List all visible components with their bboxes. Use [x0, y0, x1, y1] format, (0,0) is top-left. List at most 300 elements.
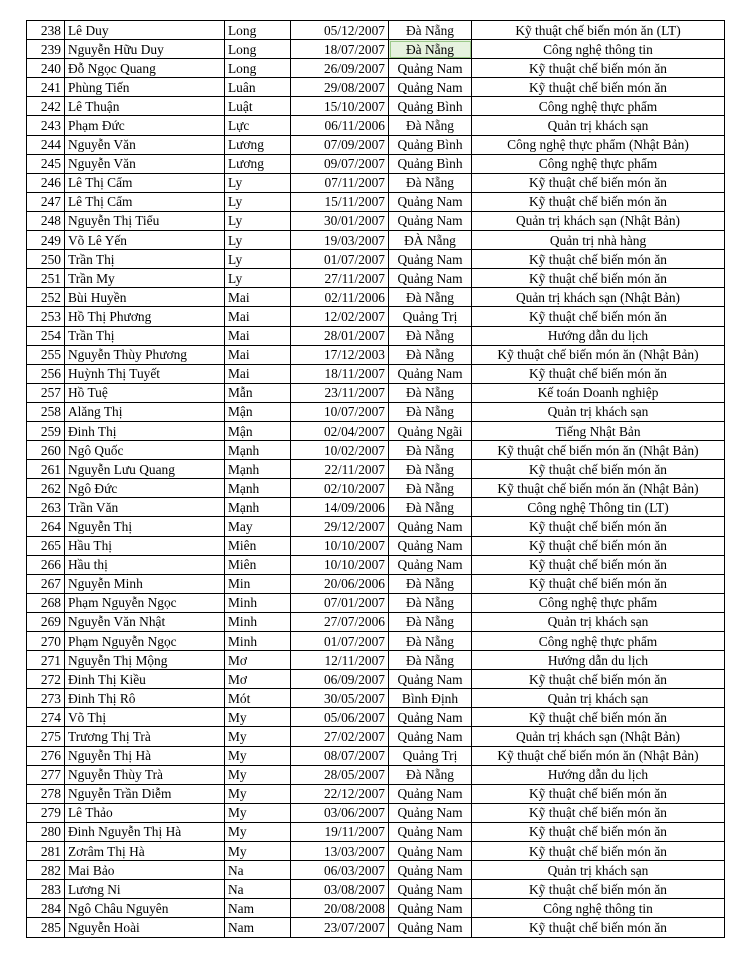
given-name-cell[interactable]: Mận: [225, 402, 291, 421]
birth-date-cell[interactable]: 10/10/2007: [291, 536, 389, 555]
province-cell[interactable]: Quảng Nam: [389, 78, 472, 97]
birth-date-cell[interactable]: 15/10/2007: [291, 97, 389, 116]
surname-cell[interactable]: Lê Duy: [65, 21, 225, 40]
surname-cell[interactable]: Alăng Thị: [65, 402, 225, 421]
major-cell[interactable]: Công nghệ thông tin: [472, 40, 725, 59]
given-name-cell[interactable]: My: [225, 803, 291, 822]
major-cell[interactable]: Công nghệ thực phẩm (Nhật Bản): [472, 135, 725, 154]
province-cell[interactable]: Đà Nẵng: [389, 574, 472, 593]
birth-date-cell[interactable]: 06/11/2006: [291, 116, 389, 135]
given-name-cell[interactable]: Mận: [225, 421, 291, 440]
table-row: [27, 555, 725, 574]
given-name-cell[interactable]: Ly: [225, 192, 291, 211]
row-number-cell[interactable]: 243: [27, 116, 65, 135]
birth-date-cell[interactable]: 18/07/2007: [291, 40, 389, 59]
given-name-cell[interactable]: My: [225, 746, 291, 765]
given-name-cell[interactable]: My: [225, 708, 291, 727]
given-name-cell[interactable]: Ly: [225, 211, 291, 230]
province-cell[interactable]: Quảng Nam: [389, 708, 472, 727]
province-cell[interactable]: Quảng Nam: [389, 364, 472, 383]
surname-cell[interactable]: Nguyễn Minh: [65, 574, 225, 593]
row-number-cell[interactable]: 260: [27, 441, 65, 460]
given-name-cell[interactable]: Mạnh: [225, 441, 291, 460]
province-cell[interactable]: ĐÀ Nẵng: [389, 231, 472, 250]
given-name-cell[interactable]: Mẫn: [225, 383, 291, 402]
given-name-cell[interactable]: Long: [225, 59, 291, 78]
row-number-cell[interactable]: 246: [27, 173, 65, 192]
row-number-cell[interactable]: 275: [27, 727, 65, 746]
province-cell[interactable]: Quảng Nam: [389, 803, 472, 822]
surname-cell[interactable]: Ngô Đức: [65, 479, 225, 498]
major-cell[interactable]: Kế toán Doanh nghiệp: [472, 383, 725, 402]
major-cell[interactable]: Quản trị khách sạn: [472, 402, 725, 421]
province-cell[interactable]: Quảng Nam: [389, 211, 472, 230]
given-name-cell[interactable]: Miên: [225, 536, 291, 555]
given-name-cell[interactable]: Mơ: [225, 651, 291, 670]
birth-date-cell[interactable]: 22/11/2007: [291, 460, 389, 479]
birth-date-cell[interactable]: 13/03/2007: [291, 842, 389, 861]
given-name-cell[interactable]: Mót: [225, 689, 291, 708]
surname-cell[interactable]: Đinh Thị Kiều: [65, 670, 225, 689]
province-cell[interactable]: Quảng Nam: [389, 861, 472, 880]
birth-date-cell[interactable]: 29/12/2007: [291, 517, 389, 536]
birth-date-cell[interactable]: 26/09/2007: [291, 59, 389, 78]
province-cell[interactable]: Đà Nẵng: [389, 345, 472, 364]
surname-cell[interactable]: Võ Thị: [65, 708, 225, 727]
major-cell[interactable]: Quản trị khách sạn: [472, 612, 725, 631]
major-cell[interactable]: Quản trị khách sạn (Nhật Bản): [472, 727, 725, 746]
surname-cell[interactable]: Lê Thảo: [65, 803, 225, 822]
row-number-cell[interactable]: 263: [27, 498, 65, 517]
given-name-cell[interactable]: Ly: [225, 231, 291, 250]
major-cell[interactable]: Công nghệ thông tin: [472, 899, 725, 918]
birth-date-cell[interactable]: 06/09/2007: [291, 670, 389, 689]
surname-cell[interactable]: Hồ Thị Phương: [65, 307, 225, 326]
surname-cell[interactable]: Hồ Tuệ: [65, 383, 225, 402]
surname-cell[interactable]: Nguyễn Thùy Trà: [65, 765, 225, 784]
birth-date-cell[interactable]: 02/11/2006: [291, 288, 389, 307]
given-name-cell[interactable]: Mai: [225, 345, 291, 364]
table-row: [27, 173, 725, 192]
given-name-cell[interactable]: Mạnh: [225, 460, 291, 479]
major-cell[interactable]: Kỹ thuật chế biến món ăn: [472, 269, 725, 288]
row-number-cell[interactable]: 259: [27, 421, 65, 440]
surname-cell[interactable]: Lương Ni: [65, 880, 225, 899]
birth-date-cell[interactable]: 15/11/2007: [291, 192, 389, 211]
row-number-cell[interactable]: 264: [27, 517, 65, 536]
major-cell[interactable]: Kỹ thuật chế biến món ăn: [472, 803, 725, 822]
birth-date-cell[interactable]: 29/08/2007: [291, 78, 389, 97]
surname-cell[interactable]: Lê Thị Cẩm: [65, 173, 225, 192]
surname-cell[interactable]: Bùi Huyền: [65, 288, 225, 307]
given-name-cell[interactable]: Lương: [225, 154, 291, 173]
birth-date-cell[interactable]: 10/07/2007: [291, 402, 389, 421]
birth-date-cell[interactable]: 10/10/2007: [291, 555, 389, 574]
major-cell[interactable]: Quản trị nhà hàng: [472, 231, 725, 250]
province-cell[interactable]: Quảng Nam: [389, 918, 472, 937]
province-cell[interactable]: Bình Định: [389, 689, 472, 708]
row-number-cell[interactable]: 254: [27, 326, 65, 345]
given-name-cell[interactable]: My: [225, 727, 291, 746]
major-cell[interactable]: Kỹ thuật chế biến món ăn: [472, 574, 725, 593]
row-number-cell[interactable]: 256: [27, 364, 65, 383]
surname-cell[interactable]: Mai Bảo: [65, 861, 225, 880]
given-name-cell[interactable]: Lực: [225, 116, 291, 135]
row-number-cell[interactable]: 269: [27, 612, 65, 631]
province-cell[interactable]: Quảng Ngãi: [389, 421, 472, 440]
surname-cell[interactable]: Hầu Thị: [65, 536, 225, 555]
birth-date-cell[interactable]: 03/06/2007: [291, 803, 389, 822]
surname-cell[interactable]: Nguyễn Văn: [65, 154, 225, 173]
birth-date-cell[interactable]: 18/11/2007: [291, 364, 389, 383]
province-cell[interactable]: Quảng Bình: [389, 154, 472, 173]
row-number-cell[interactable]: 273: [27, 689, 65, 708]
birth-date-cell[interactable]: 19/11/2007: [291, 822, 389, 841]
major-cell[interactable]: Kỹ thuật chế biến món ăn: [472, 555, 725, 574]
given-name-cell[interactable]: Nam: [225, 899, 291, 918]
given-name-cell[interactable]: Long: [225, 21, 291, 40]
row-number-cell[interactable]: 265: [27, 536, 65, 555]
row-number-cell[interactable]: 245: [27, 154, 65, 173]
row-number-cell[interactable]: 249: [27, 231, 65, 250]
birth-date-cell[interactable]: 19/03/2007: [291, 231, 389, 250]
surname-cell[interactable]: Nguyễn Hữu Duy: [65, 40, 225, 59]
given-name-cell[interactable]: Mạnh: [225, 498, 291, 517]
row-number-cell[interactable]: 267: [27, 574, 65, 593]
province-cell[interactable]: Đà Nẵng: [389, 40, 472, 59]
row-number-cell[interactable]: 283: [27, 880, 65, 899]
major-cell[interactable]: Quản trị khách sạn (Nhật Bản): [472, 288, 725, 307]
row-number-cell[interactable]: 258: [27, 402, 65, 421]
province-cell[interactable]: Quảng Nam: [389, 517, 472, 536]
given-name-cell[interactable]: Na: [225, 861, 291, 880]
major-cell[interactable]: Hướng dẫn du lịch: [472, 326, 725, 345]
given-name-cell[interactable]: Min: [225, 574, 291, 593]
birth-date-cell[interactable]: 07/09/2007: [291, 135, 389, 154]
surname-cell[interactable]: Đinh Thị Rô: [65, 689, 225, 708]
province-cell[interactable]: Quảng Trị: [389, 307, 472, 326]
student-table: [26, 20, 725, 938]
row-number-cell[interactable]: 277: [27, 765, 65, 784]
row-number-cell[interactable]: 253: [27, 307, 65, 326]
birth-date-cell[interactable]: 07/11/2007: [291, 173, 389, 192]
surname-cell[interactable]: Đinh Nguyễn Thị Hà: [65, 822, 225, 841]
surname-cell[interactable]: Nguyễn Văn: [65, 135, 225, 154]
given-name-cell[interactable]: Minh: [225, 612, 291, 631]
province-cell[interactable]: Đà Nẵng: [389, 288, 472, 307]
surname-cell[interactable]: Nguyễn Trần Diễm: [65, 784, 225, 803]
major-cell[interactable]: Quản trị khách sạn (Nhật Bản): [472, 211, 725, 230]
province-cell[interactable]: Quảng Nam: [389, 784, 472, 803]
table-row: [27, 116, 725, 135]
birth-date-cell[interactable]: 23/11/2007: [291, 383, 389, 402]
row-number-cell[interactable]: 278: [27, 784, 65, 803]
given-name-cell[interactable]: Ly: [225, 269, 291, 288]
row-number-cell[interactable]: 244: [27, 135, 65, 154]
given-name-cell[interactable]: Minh: [225, 632, 291, 651]
province-cell[interactable]: Đà Nẵng: [389, 326, 472, 345]
given-name-cell[interactable]: May: [225, 517, 291, 536]
major-cell[interactable]: Công nghệ thực phẩm: [472, 593, 725, 612]
birth-date-cell[interactable]: 01/07/2007: [291, 250, 389, 269]
table-row: [27, 651, 725, 670]
birth-date-cell[interactable]: 12/11/2007: [291, 651, 389, 670]
province-cell[interactable]: Đà Nẵng: [389, 479, 472, 498]
row-number-cell[interactable]: 262: [27, 479, 65, 498]
major-cell[interactable]: Kỹ thuật chế biến món ăn: [472, 250, 725, 269]
major-cell[interactable]: Hướng dẫn du lịch: [472, 765, 725, 784]
birth-date-cell[interactable]: 02/04/2007: [291, 421, 389, 440]
province-cell[interactable]: Quảng Nam: [389, 269, 472, 288]
birth-date-cell[interactable]: 23/07/2007: [291, 918, 389, 937]
surname-cell[interactable]: Huỳnh Thị Tuyết: [65, 364, 225, 383]
given-name-cell[interactable]: My: [225, 784, 291, 803]
province-cell[interactable]: Đà Nẵng: [389, 632, 472, 651]
row-number-cell[interactable]: 248: [27, 211, 65, 230]
major-cell[interactable]: Kỹ thuật chế biến món ăn: [472, 173, 725, 192]
major-cell[interactable]: Hướng dẫn du lịch: [472, 651, 725, 670]
surname-cell[interactable]: Trần Thị: [65, 326, 225, 345]
row-number-cell[interactable]: 239: [27, 40, 65, 59]
birth-date-cell[interactable]: 08/07/2007: [291, 746, 389, 765]
row-number-cell[interactable]: 274: [27, 708, 65, 727]
given-name-cell[interactable]: Luật: [225, 97, 291, 116]
province-cell[interactable]: Đà Nẵng: [389, 116, 472, 135]
surname-cell[interactable]: Hầu thị: [65, 555, 225, 574]
surname-cell[interactable]: Nguyễn Thùy Phương: [65, 345, 225, 364]
given-name-cell[interactable]: Mai: [225, 326, 291, 345]
birth-date-cell[interactable]: 01/07/2007: [291, 632, 389, 651]
row-number-cell[interactable]: 268: [27, 593, 65, 612]
major-cell[interactable]: Kỹ thuật chế biến món ăn: [472, 670, 725, 689]
row-number-cell[interactable]: 272: [27, 670, 65, 689]
major-cell[interactable]: Quản trị khách sạn: [472, 861, 725, 880]
birth-date-cell[interactable]: 20/06/2006: [291, 574, 389, 593]
province-cell[interactable]: Đà Nẵng: [389, 441, 472, 460]
given-name-cell[interactable]: My: [225, 822, 291, 841]
major-cell[interactable]: Kỹ thuật chế biến món ăn (Nhật Bản): [472, 746, 725, 765]
major-cell[interactable]: Kỹ thuật chế biến món ăn (Nhật Bản): [472, 479, 725, 498]
row-number-cell[interactable]: 279: [27, 803, 65, 822]
province-cell[interactable]: Đà Nẵng: [389, 612, 472, 631]
major-cell[interactable]: Công nghệ thực phẩm: [472, 97, 725, 116]
birth-date-cell[interactable]: 10/02/2007: [291, 441, 389, 460]
major-cell[interactable]: Công nghệ Thông tin (LT): [472, 498, 725, 517]
given-name-cell[interactable]: Mạnh: [225, 479, 291, 498]
major-cell[interactable]: Quản trị khách sạn: [472, 689, 725, 708]
province-cell[interactable]: Đà Nẵng: [389, 173, 472, 192]
table-row: [27, 479, 725, 498]
row-number-cell[interactable]: 257: [27, 383, 65, 402]
province-cell[interactable]: Quảng Nam: [389, 59, 472, 78]
row-number-cell[interactable]: 271: [27, 651, 65, 670]
province-cell[interactable]: Quảng Nam: [389, 670, 472, 689]
surname-cell[interactable]: Phạm Nguyễn Ngọc: [65, 632, 225, 651]
row-number-cell[interactable]: 276: [27, 746, 65, 765]
major-cell[interactable]: Kỹ thuật chế biến món ăn: [472, 59, 725, 78]
table-row: [27, 593, 725, 612]
birth-date-cell[interactable]: 05/12/2007: [291, 21, 389, 40]
surname-cell[interactable]: Nguyễn Thị Hà: [65, 746, 225, 765]
major-cell[interactable]: Công nghệ thực phẩm: [472, 632, 725, 651]
surname-cell[interactable]: Đinh Thị: [65, 421, 225, 440]
birth-date-cell[interactable]: 27/11/2007: [291, 269, 389, 288]
surname-cell[interactable]: Nguyễn Thị: [65, 517, 225, 536]
surname-cell[interactable]: Lê Thị Cẩm: [65, 192, 225, 211]
given-name-cell[interactable]: Mơ: [225, 670, 291, 689]
birth-date-cell[interactable]: 09/07/2007: [291, 154, 389, 173]
given-name-cell[interactable]: Mai: [225, 307, 291, 326]
birth-date-cell[interactable]: 14/09/2006: [291, 498, 389, 517]
row-number-cell[interactable]: 282: [27, 861, 65, 880]
given-name-cell[interactable]: Mai: [225, 288, 291, 307]
surname-cell[interactable]: Trần My: [65, 269, 225, 288]
given-name-cell[interactable]: Luân: [225, 78, 291, 97]
surname-cell[interactable]: Võ Lê Yến: [65, 231, 225, 250]
given-name-cell[interactable]: Mai: [225, 364, 291, 383]
birth-date-cell[interactable]: 30/05/2007: [291, 689, 389, 708]
birth-date-cell[interactable]: 17/12/2003: [291, 345, 389, 364]
birth-date-cell[interactable]: 20/08/2008: [291, 899, 389, 918]
birth-date-cell[interactable]: 28/05/2007: [291, 765, 389, 784]
given-name-cell[interactable]: Long: [225, 40, 291, 59]
surname-cell[interactable]: Trần Thị: [65, 250, 225, 269]
province-cell[interactable]: Đà Nẵng: [389, 21, 472, 40]
province-cell[interactable]: Quảng Nam: [389, 822, 472, 841]
birth-date-cell[interactable]: 28/01/2007: [291, 326, 389, 345]
major-cell[interactable]: Kỹ thuật chế biến món ăn: [472, 536, 725, 555]
province-cell[interactable]: Quảng Nam: [389, 555, 472, 574]
major-cell[interactable]: Công nghệ thực phẩm: [472, 154, 725, 173]
given-name-cell[interactable]: My: [225, 765, 291, 784]
surname-cell[interactable]: Nguyễn Lưu Quang: [65, 460, 225, 479]
table-row: [27, 880, 725, 899]
major-cell[interactable]: Kỹ thuật chế biến món ăn: [472, 460, 725, 479]
province-cell[interactable]: Đà Nẵng: [389, 383, 472, 402]
given-name-cell[interactable]: Lương: [225, 135, 291, 154]
row-number-cell[interactable]: 250: [27, 250, 65, 269]
surname-cell[interactable]: Nguyễn Hoài: [65, 918, 225, 937]
given-name-cell[interactable]: Minh: [225, 593, 291, 612]
surname-cell[interactable]: Nguyễn Văn Nhật: [65, 612, 225, 631]
birth-date-cell[interactable]: 12/02/2007: [291, 307, 389, 326]
row-number-cell[interactable]: 266: [27, 555, 65, 574]
province-cell[interactable]: Quảng Nam: [389, 727, 472, 746]
surname-cell[interactable]: Lê Thuận: [65, 97, 225, 116]
province-cell[interactable]: Đà Nẵng: [389, 651, 472, 670]
birth-date-cell[interactable]: 06/03/2007: [291, 861, 389, 880]
row-number-cell[interactable]: 247: [27, 192, 65, 211]
major-cell[interactable]: Quản trị khách sạn: [472, 116, 725, 135]
table-row: [27, 364, 725, 383]
row-number-cell[interactable]: 252: [27, 288, 65, 307]
surname-cell[interactable]: Zơrâm Thị Hà: [65, 842, 225, 861]
province-cell[interactable]: Quảng Nam: [389, 899, 472, 918]
surname-cell[interactable]: Nguyễn Thị Mộng: [65, 651, 225, 670]
major-cell[interactable]: Kỹ thuật chế biến món ăn: [472, 364, 725, 383]
province-cell[interactable]: Quảng Bình: [389, 97, 472, 116]
surname-cell[interactable]: Ngô Quốc: [65, 441, 225, 460]
major-cell[interactable]: Kỹ thuật chế biến món ăn: [472, 784, 725, 803]
birth-date-cell[interactable]: 05/06/2007: [291, 708, 389, 727]
province-cell[interactable]: Quảng Nam: [389, 880, 472, 899]
major-cell[interactable]: Kỹ thuật chế biến món ăn (Nhật Bản): [472, 345, 725, 364]
province-cell[interactable]: Quảng Nam: [389, 192, 472, 211]
row-number-cell[interactable]: 281: [27, 842, 65, 861]
province-cell[interactable]: Đà Nẵng: [389, 402, 472, 421]
surname-cell[interactable]: Phạm Đức: [65, 116, 225, 135]
surname-cell[interactable]: Trương Thị Trà: [65, 727, 225, 746]
major-cell[interactable]: Kỹ thuật chế biến món ăn: [472, 307, 725, 326]
birth-date-cell[interactable]: 22/12/2007: [291, 784, 389, 803]
row-number-cell[interactable]: 255: [27, 345, 65, 364]
province-cell[interactable]: Đà Nẵng: [389, 498, 472, 517]
major-cell[interactable]: Kỹ thuật chế biến món ăn: [472, 842, 725, 861]
row-number-cell[interactable]: 280: [27, 822, 65, 841]
province-cell[interactable]: Đà Nẵng: [389, 460, 472, 479]
major-cell[interactable]: Kỹ thuật chế biến món ăn: [472, 822, 725, 841]
row-number-cell[interactable]: 251: [27, 269, 65, 288]
surname-cell[interactable]: Phùng Tiến: [65, 78, 225, 97]
province-cell[interactable]: Đà Nẵng: [389, 765, 472, 784]
major-cell[interactable]: Tiếng Nhật Bản: [472, 421, 725, 440]
birth-date-cell[interactable]: 03/08/2007: [291, 880, 389, 899]
given-name-cell[interactable]: Ly: [225, 173, 291, 192]
birth-date-cell[interactable]: 27/02/2007: [291, 727, 389, 746]
table-row: [27, 670, 725, 689]
row-number-cell[interactable]: 284: [27, 899, 65, 918]
province-cell[interactable]: Quảng Nam: [389, 536, 472, 555]
given-name-cell[interactable]: My: [225, 842, 291, 861]
province-cell[interactable]: Quảng Nam: [389, 250, 472, 269]
given-name-cell[interactable]: Nam: [225, 918, 291, 937]
surname-cell[interactable]: Ngô Châu Nguyên: [65, 899, 225, 918]
surname-cell[interactable]: Trần Văn: [65, 498, 225, 517]
surname-cell[interactable]: Đỗ Ngọc Quang: [65, 59, 225, 78]
birth-date-cell[interactable]: 02/10/2007: [291, 479, 389, 498]
major-cell[interactable]: Kỹ thuật chế biến món ăn: [472, 880, 725, 899]
major-cell[interactable]: Kỹ thuật chế biến món ăn: [472, 517, 725, 536]
birth-date-cell[interactable]: 27/07/2006: [291, 612, 389, 631]
given-name-cell[interactable]: Na: [225, 880, 291, 899]
row-number-cell[interactable]: 261: [27, 460, 65, 479]
province-cell[interactable]: Quảng Bình: [389, 135, 472, 154]
row-number-cell[interactable]: 240: [27, 59, 65, 78]
row-number-cell[interactable]: 241: [27, 78, 65, 97]
surname-cell[interactable]: Nguyễn Thị Tiểu: [65, 211, 225, 230]
given-name-cell[interactable]: Ly: [225, 250, 291, 269]
major-cell[interactable]: Kỹ thuật chế biến món ăn (LT): [472, 21, 725, 40]
row-number-cell[interactable]: 238: [27, 21, 65, 40]
major-cell[interactable]: Kỹ thuật chế biến món ăn: [472, 192, 725, 211]
province-cell[interactable]: Đà Nẵng: [389, 593, 472, 612]
birth-date-cell[interactable]: 30/01/2007: [291, 211, 389, 230]
birth-date-cell[interactable]: 07/01/2007: [291, 593, 389, 612]
table-row: [27, 192, 725, 211]
surname-cell[interactable]: Phạm Nguyễn Ngọc: [65, 593, 225, 612]
major-cell[interactable]: Kỹ thuật chế biến món ăn: [472, 918, 725, 937]
province-cell[interactable]: Quảng Trị: [389, 746, 472, 765]
major-cell[interactable]: Kỹ thuật chế biến món ăn: [472, 78, 725, 97]
row-number-cell[interactable]: 285: [27, 918, 65, 937]
major-cell[interactable]: Kỹ thuật chế biến món ăn (Nhật Bản): [472, 441, 725, 460]
table-row: [27, 402, 725, 421]
row-number-cell[interactable]: 270: [27, 632, 65, 651]
given-name-cell[interactable]: Miên: [225, 555, 291, 574]
province-cell[interactable]: Quảng Nam: [389, 842, 472, 861]
row-number-cell[interactable]: 242: [27, 97, 65, 116]
major-cell[interactable]: Kỹ thuật chế biến món ăn: [472, 708, 725, 727]
